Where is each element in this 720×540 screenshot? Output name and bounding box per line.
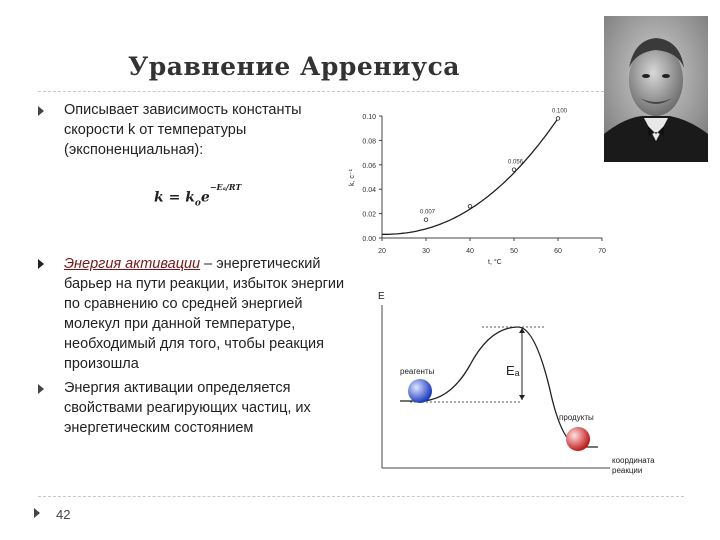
bullet-arrow-icon [38,259,44,269]
data-point [468,204,472,208]
x-tick-label: 20 [378,248,386,255]
x-tick-label: 70 [598,248,606,255]
reactant-molecule-icon [408,379,432,403]
portrait-photo [604,16,708,162]
rate-constant-chart [340,100,610,270]
bullet-2-text: – энергетический барьер на пути реакции, избыток энергии по сравнению со средней энергией молекул при данной температуре, необходимый для того, чтобы реакция произошла [64,256,345,372]
x-axis-label-2: реакции [612,466,643,475]
x-axis-label-1: координата [612,456,655,465]
data-point [556,117,560,121]
footer-arrow-icon [34,508,40,518]
slide-title: Уравнение Аррениуса [128,52,460,81]
footer-divider [38,496,684,497]
reactants-label: реагенты [400,367,435,376]
energy-axis-label: E [378,291,385,302]
y-tick-label: 0.10 [362,114,376,121]
bullet-2 [64,254,350,374]
x-tick-label: 30 [422,248,430,255]
bullet-arrow-icon [38,106,44,116]
y-tick-label: 0.06 [362,162,376,170]
product-molecule-icon [566,427,590,451]
y-tick-label: 0.04 [362,187,376,195]
data-point [424,218,428,222]
bullet-1-text: Описывает зависимость константы скорости k от температуры (экспоненциальная): [64,102,302,158]
x-tick-label: 40 [466,248,474,255]
bullet-arrow-icon [38,384,44,394]
data-label: 0.007 [420,209,436,216]
title-divider [38,91,604,92]
fit-curve [382,118,558,234]
x-tick-label: 50 [510,248,518,255]
x-axis-label: t, °C [488,259,502,266]
arrow-down-icon [519,395,525,400]
data-label: 0.100 [552,108,568,115]
activation-energy-term: Энергия активации [64,256,201,272]
page-number: 42 [56,507,71,522]
bullet-3-text: Энергия активации определяется свойствами реагирующих частиц, их энергетическим состоянием [64,380,311,436]
y-tick-label: 0.00 [362,236,376,243]
y-axis-label: k, c⁻¹ [349,169,356,186]
products-label: продукты [559,413,594,422]
y-tick-label: 0.08 [362,138,376,146]
x-tick-label: 60 [554,248,562,255]
energy-profile-diagram [370,285,670,485]
data-label: 0.056 [508,159,524,166]
arrhenius-formula: $k = k_oe^{-E_a/RT}$ [154,182,242,209]
y-tick-label: 0.02 [362,211,376,219]
barrier-label: Eₐ [506,363,520,378]
data-point [512,168,516,172]
